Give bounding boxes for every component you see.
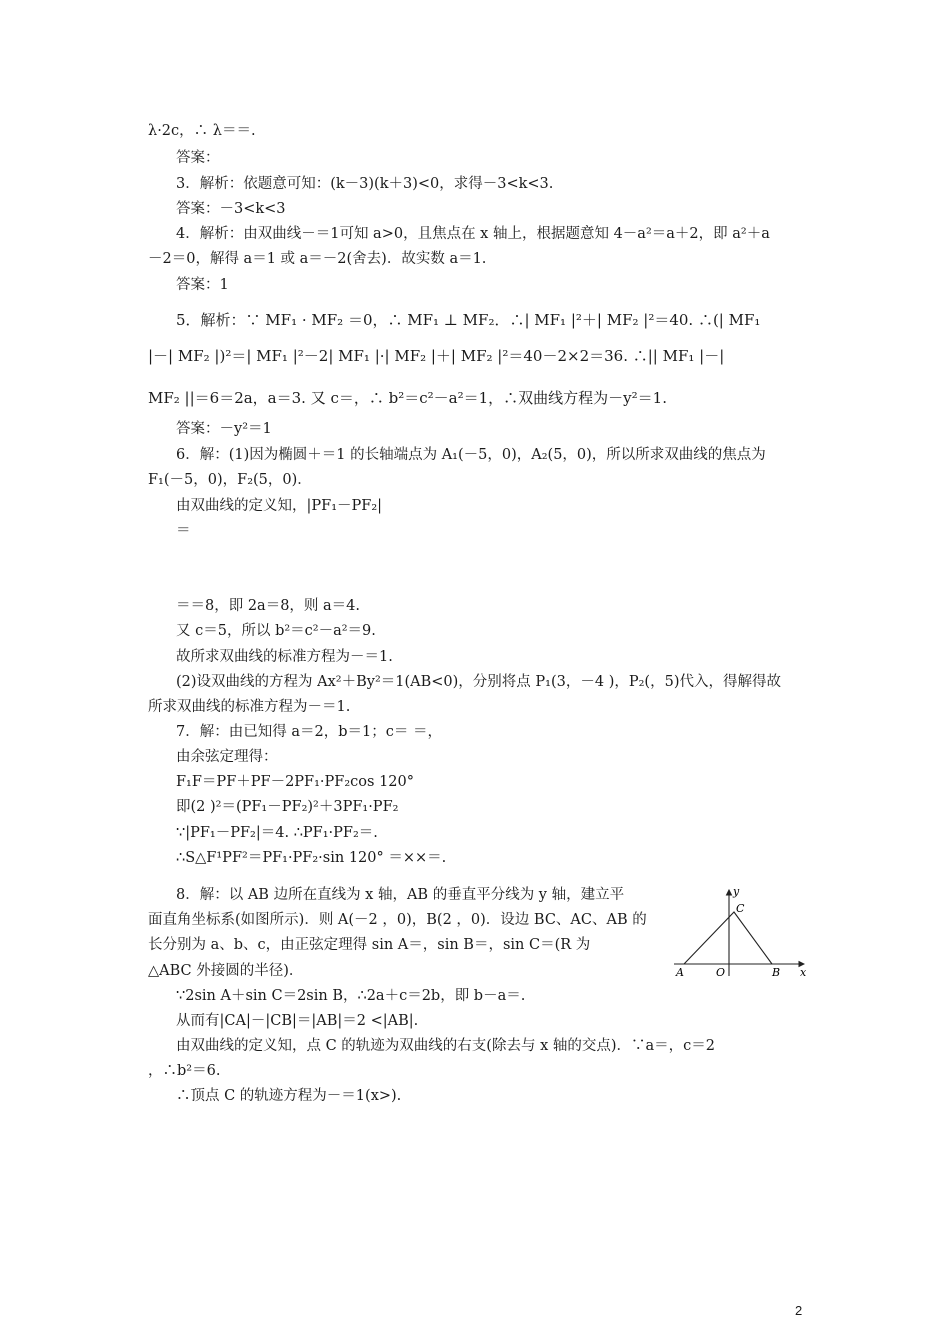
text-line: F₁(－5，0)，F₂(5，0)． <box>148 472 312 488</box>
page-number: 2 <box>795 1303 803 1318</box>
text-line: 由双曲线的定义知，|PF₁－PF₂| <box>176 498 383 514</box>
text-line: 面直角坐标系(如图所示)．则 A(－2 ，0)，B(2 ，0)．设边 BC、AC、AB 的 <box>148 912 647 928</box>
text-line: 7．解：由已知得 a＝2，b＝1；c＝ ＝， <box>176 724 442 740</box>
text-line: 答案：－y²＝1 <box>176 421 272 437</box>
text-line: 长分别为 a、b、c，由正弦定理得 sin A＝，sin B＝，sin C＝(R 为 <box>148 937 591 953</box>
text-line: 又 c＝5，所以 b²＝c²－a²＝9. <box>176 623 376 639</box>
text-line: 由余弦定理得： <box>176 749 278 765</box>
text-line: ，∴b²＝6. <box>148 1063 221 1079</box>
x-axis-label: x <box>800 966 807 978</box>
triangle-diagram <box>672 886 812 978</box>
triangle-abc <box>684 912 772 964</box>
text-line: 5．解析：∵ MF₁ · MF₂ ＝0，∴ MF₁ ⊥ MF₂．∴| MF₁ |²＋| MF₂ |²＝40. ∴(| MF₁ <box>176 311 761 329</box>
text-line: ∴顶点 C 的轨迹方程为－＝1(x>). <box>176 1088 402 1104</box>
origin-label: O <box>716 966 726 978</box>
text-line: 4．解析：由双曲线－＝1可知 a>0，且焦点在 x 轴上，根据题意知 4－a²＝a＋2，即 a²＋a <box>176 226 770 242</box>
text-line: 即(2 )²＝(PF₁－PF₂)²＋3PF₁·PF₂ <box>176 799 399 815</box>
text-line: F₁F＝PF＋PF－2PF₁·PF₂cos 120° <box>176 774 414 790</box>
text-line: 答案： <box>176 150 220 166</box>
point-c-label: C <box>736 902 745 915</box>
text-line: ＝ <box>176 523 191 539</box>
text-line: 从而有|CA|－|CB|＝|AB|＝2 <|AB|. <box>176 1013 419 1029</box>
text-line: △ABC 外接圆的半径)． <box>148 963 304 979</box>
text-line: MF₂ ||＝6＝2a，a＝3. 又 c＝，∴ b²＝c²－a²＝1，∴双曲线方程为－y²＝1. <box>148 389 667 407</box>
point-b-label: B <box>772 966 781 978</box>
text-line: |－| MF₂ |)²＝| MF₁ |²－2| MF₁ |·| MF₂ |＋| MF₂ |²＝40－2×2＝36. ∴|| MF₁ |－| <box>148 347 725 365</box>
text-line: ＝＝8，即 2a＝8，则 a＝4. <box>176 598 361 614</box>
text-line: 6．解：(1)因为椭圆＋＝1 的长轴端点为 A₁(－5，0)，A₂(5，0)，所以所求双曲线的焦点为 <box>176 447 766 463</box>
text-line: 所求双曲线的标准方程为－＝1. <box>148 699 351 715</box>
text-line: ∴S△F¹PF²＝PF₁·PF₂·sin 120° ＝××＝. <box>176 850 447 866</box>
text-line: 故所求双曲线的标准方程为－＝1. <box>176 649 393 665</box>
text-line: (2)设双曲线的方程为 Ax²＋By²＝1(AB<0)，分别将点 P₁(3，－4 )，P₂(，5)代入，得解得故 <box>176 674 781 690</box>
text-line: 8．解：以 AB 边所在直线为 x 轴，AB 的垂直平分线为 y 轴，建立平 <box>176 887 625 903</box>
text-line: λ·2c，∴ λ＝＝. <box>148 123 256 139</box>
text-line: 3．解析：依题意可知：(k－3)(k＋3)<0，求得－3<k<3. <box>176 176 554 192</box>
y-axis-label: y <box>733 886 740 898</box>
text-line: 答案：1 <box>176 277 229 293</box>
point-a-label: A <box>676 966 684 978</box>
text-line: 由双曲线的定义知，点 C 的轨迹为双曲线的右支(除去与 x 轴的交点)．∵a＝，c＝2 <box>176 1038 716 1054</box>
text-line: －2＝0，解得 a＝1 或 a＝－2(舍去)．故实数 a＝1. <box>148 251 487 267</box>
text-line: ∵2sin A＋sin C＝2sin B，∴2a＋c＝2b，即 b－a＝. <box>176 988 526 1004</box>
text-line: 答案：－3<k<3 <box>176 201 286 217</box>
text-line: ∵|PF₁－PF₂|＝4. ∴PF₁·PF₂＝. <box>176 825 378 841</box>
